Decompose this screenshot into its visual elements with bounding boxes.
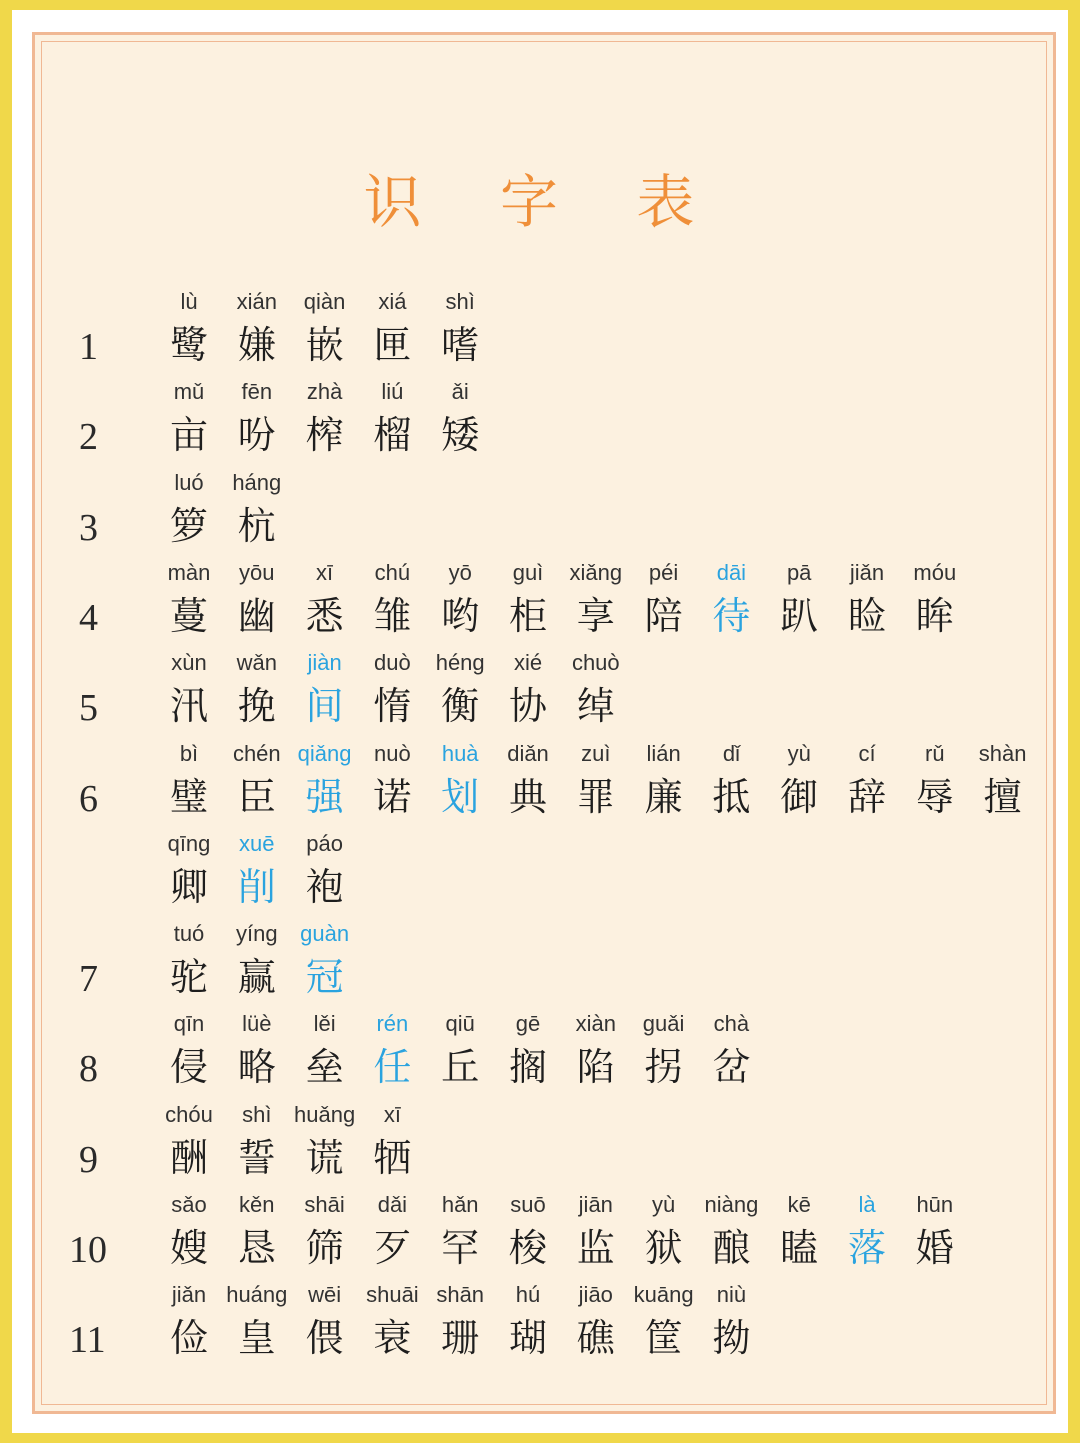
hanzi: 吩 (237, 413, 276, 458)
char-cell (562, 556, 630, 644)
lesson-number: 7 (79, 958, 98, 1001)
hanzi: 间 (305, 684, 344, 729)
hanzi: 珊 (441, 1316, 480, 1361)
char-cell (291, 1098, 359, 1186)
hanzi: 强 (305, 774, 344, 819)
hanzi: 享 (576, 593, 615, 638)
hanzi: 罕 (441, 1226, 480, 1270)
hanzi: 卿 (169, 864, 208, 909)
lesson-number: 4 (79, 596, 98, 639)
lesson-row (35, 1188, 1053, 1276)
char-cell (155, 646, 223, 734)
pinyin: xī (383, 1101, 401, 1127)
pinyin: kěn (239, 1192, 275, 1217)
hanzi: 驼 (169, 955, 208, 1000)
lesson-row (35, 917, 1053, 1005)
pinyin: shì (242, 1101, 272, 1127)
pinyin: lián (646, 740, 681, 766)
char-cell (426, 1188, 494, 1276)
pinyin: mǔ (173, 379, 205, 405)
page (12, 10, 1068, 1433)
pinyin: kē (787, 1192, 811, 1217)
pinyin: chóu (165, 1101, 213, 1127)
pinyin: qīn (173, 1011, 205, 1037)
hanzi: 辞 (847, 774, 886, 819)
lesson-number: 11 (69, 1319, 106, 1362)
hanzi: 谎 (305, 1135, 344, 1180)
hanzi: 筛 (305, 1226, 344, 1270)
pinyin: xī (316, 559, 334, 585)
pinyin: wēi (308, 1282, 342, 1308)
pinyin: jiān (578, 1192, 613, 1217)
hanzi: 柜 (508, 593, 547, 638)
hanzi: 擅 (983, 774, 1022, 819)
hanzi: 典 (508, 774, 547, 819)
pinyin: qiàn (303, 289, 346, 314)
pinyin: shuāi (366, 1282, 419, 1308)
hanzi: 惰 (373, 684, 412, 729)
hanzi: 袍 (305, 864, 344, 909)
lesson-row (35, 285, 1053, 373)
hanzi: 雏 (373, 593, 412, 638)
pinyin: chà (713, 1011, 750, 1037)
pinyin: yù (787, 740, 811, 766)
char-cell (223, 646, 291, 734)
hanzi: 睑 (847, 593, 886, 638)
hanzi: 嵌 (305, 323, 344, 367)
pinyin: hūn (916, 1192, 954, 1217)
pinyin: rǔ (925, 740, 945, 766)
pinyin: là (858, 1192, 876, 1217)
pinyin: diǎn (507, 740, 549, 766)
char-cell (291, 375, 359, 463)
hanzi: 绰 (576, 684, 615, 729)
pinyin: màn (167, 559, 211, 585)
pinyin: háng (232, 469, 282, 495)
hanzi: 陪 (644, 593, 683, 638)
hanzi: 嫂 (169, 1226, 208, 1270)
pinyin: lüè (242, 1011, 272, 1037)
char-cell (630, 1188, 698, 1276)
hanzi: 岔 (712, 1045, 751, 1090)
lesson-row (35, 737, 1053, 825)
char-cell (155, 1278, 223, 1366)
pinyin: huà (441, 740, 479, 766)
char-cell (494, 1007, 562, 1095)
pinyin: chén (232, 740, 281, 766)
char-cell (155, 1007, 223, 1095)
char-cell (426, 556, 494, 644)
hanzi: 臣 (237, 774, 276, 819)
lesson-row (35, 556, 1053, 644)
page-title: 识 字 表 (363, 168, 725, 236)
char-cell (765, 1188, 833, 1276)
char-cell (291, 1007, 359, 1095)
pinyin: xié (513, 650, 543, 676)
char-cell (562, 1188, 630, 1276)
hanzi: 鹭 (169, 323, 208, 367)
hanzi: 嫌 (237, 323, 276, 367)
pinyin: shān (436, 1282, 485, 1308)
hanzi: 垒 (305, 1045, 344, 1090)
pinyin: guàn (300, 921, 350, 947)
char-cell (426, 1278, 494, 1366)
char-cell (223, 375, 291, 463)
char-cell (697, 737, 765, 825)
pinyin: shāi (304, 1192, 345, 1217)
pinyin: xiá (378, 289, 407, 314)
char-cell (223, 556, 291, 644)
lesson-number: 6 (79, 777, 98, 820)
hanzi: 誓 (237, 1135, 276, 1180)
pinyin: lěi (313, 1011, 336, 1037)
pinyin: yō (448, 559, 472, 585)
hanzi: 眸 (915, 593, 954, 638)
char-cell (426, 646, 494, 734)
pinyin: hú (515, 1282, 541, 1308)
hanzi: 拗 (712, 1316, 751, 1361)
pinyin: xùn (171, 650, 207, 676)
pinyin: xiǎng (569, 559, 623, 585)
char-cell (630, 737, 698, 825)
char-cell (223, 1098, 291, 1186)
char-cell (291, 737, 359, 825)
hanzi: 榨 (305, 413, 344, 458)
hanzi: 削 (237, 864, 276, 909)
pinyin: guǎi (642, 1011, 685, 1037)
char-cell (155, 375, 223, 463)
char-cell (426, 375, 494, 463)
pinyin: gē (515, 1011, 541, 1037)
char-cell (358, 1098, 426, 1186)
hanzi: 瑚 (508, 1316, 547, 1361)
char-cell (223, 737, 291, 825)
hanzi: 辱 (915, 774, 954, 819)
lesson-row (35, 827, 1053, 915)
char-cell (291, 1278, 359, 1366)
char-cell (155, 917, 223, 1005)
char-cell (494, 1188, 562, 1276)
char-cell (155, 556, 223, 644)
char-cell (358, 375, 426, 463)
char-cell (291, 646, 359, 734)
pinyin: luó (174, 469, 204, 495)
char-cell (358, 285, 426, 373)
char-cell (291, 285, 359, 373)
char-cell (426, 737, 494, 825)
pinyin: niàng (704, 1192, 759, 1217)
pinyin: jiàn (307, 650, 342, 676)
hanzi: 璧 (169, 774, 208, 819)
char-cell (969, 737, 1037, 825)
sheet (32, 32, 1056, 1414)
pinyin: móu (913, 559, 957, 585)
hanzi: 衡 (441, 684, 480, 729)
char-cell (358, 646, 426, 734)
char-cell (155, 1188, 223, 1276)
hanzi: 狱 (644, 1226, 683, 1270)
hanzi: 哟 (441, 593, 480, 638)
char-cell (562, 646, 630, 734)
hanzi: 箩 (169, 503, 208, 548)
hanzi: 皇 (237, 1316, 276, 1361)
lesson-number: 9 (79, 1138, 98, 1181)
char-cell (223, 1188, 291, 1276)
hanzi: 落 (847, 1226, 886, 1270)
hanzi: 待 (712, 593, 751, 638)
pinyin: tuó (173, 921, 205, 947)
char-cell (426, 285, 494, 373)
char-cell (155, 1098, 223, 1186)
char-cell (291, 1188, 359, 1276)
lesson-number: 10 (69, 1229, 107, 1271)
pinyin: sǎo (171, 1192, 207, 1217)
pinyin: nuò (374, 740, 411, 766)
pinyin: qīng (167, 830, 211, 856)
lesson-row (35, 375, 1053, 463)
char-cell (765, 737, 833, 825)
hanzi: 礁 (576, 1316, 615, 1361)
pinyin: chú (374, 559, 411, 585)
pinyin: dǐ (722, 740, 740, 766)
pinyin: héng (435, 650, 485, 676)
hanzi: 赢 (237, 955, 276, 1000)
pinyin: jiǎn (171, 1282, 207, 1308)
pinyin: pā (786, 559, 812, 585)
hanzi: 酿 (712, 1226, 751, 1270)
char-cell (562, 1007, 630, 1095)
pinyin: rén (376, 1011, 409, 1037)
hanzi: 汛 (169, 684, 208, 729)
pinyin: zuì (581, 740, 611, 766)
hanzi: 酬 (169, 1135, 208, 1180)
pinyin: lù (180, 289, 198, 314)
char-cell (494, 556, 562, 644)
pinyin: duò (374, 650, 411, 676)
pinyin: niù (716, 1282, 747, 1308)
char-cell (358, 1188, 426, 1276)
hanzi: 婚 (915, 1226, 954, 1270)
char-cell (901, 1188, 969, 1276)
pinyin: xuē (239, 830, 275, 856)
char-cell (901, 556, 969, 644)
char-cell (223, 285, 291, 373)
pinyin: ǎi (451, 379, 469, 405)
char-cell (358, 1007, 426, 1095)
lesson-row (35, 1007, 1053, 1095)
pinyin: qiū (445, 1011, 475, 1037)
hanzi: 亩 (169, 413, 208, 458)
hanzi: 陷 (576, 1045, 615, 1090)
pinyin: jiāo (578, 1282, 613, 1308)
char-cell (155, 827, 223, 915)
hanzi: 悉 (305, 593, 344, 638)
pinyin: bì (179, 740, 199, 766)
pinyin: dāi (716, 559, 747, 585)
hanzi: 任 (373, 1045, 412, 1090)
hanzi: 划 (441, 774, 480, 819)
hanzi: 略 (237, 1045, 276, 1090)
hanzi: 俭 (169, 1316, 208, 1361)
hanzi: 榴 (373, 413, 412, 458)
pinyin: hǎn (441, 1192, 479, 1217)
char-cell (630, 556, 698, 644)
char-cell (697, 1278, 765, 1366)
hanzi: 廉 (644, 774, 683, 819)
lesson-row (35, 646, 1053, 734)
pinyin: guì (512, 559, 544, 585)
char-cell (358, 737, 426, 825)
pinyin: yù (651, 1192, 676, 1217)
lesson-row (35, 466, 1053, 554)
lesson-number: 1 (79, 326, 98, 368)
hanzi: 拐 (644, 1045, 683, 1090)
hanzi: 杭 (237, 503, 276, 548)
hanzi: 衰 (373, 1316, 412, 1361)
char-cell (833, 556, 901, 644)
char-cell (155, 466, 223, 554)
hanzi: 幽 (237, 593, 276, 638)
pinyin: qiǎng (297, 740, 352, 766)
lesson-number: 8 (79, 1048, 98, 1091)
lesson-row (35, 1098, 1053, 1186)
char-cell (494, 737, 562, 825)
hanzi: 矮 (441, 413, 480, 458)
char-cell (494, 1278, 562, 1366)
pinyin: fēn (241, 379, 273, 405)
hanzi: 偎 (305, 1316, 344, 1361)
pinyin: liú (381, 379, 404, 405)
char-cell (697, 1188, 765, 1276)
char-cell (223, 917, 291, 1005)
char-cell (291, 556, 359, 644)
char-cell (358, 556, 426, 644)
lesson-number: 5 (79, 687, 98, 730)
hanzi: 嗜 (441, 323, 480, 367)
hanzi: 冠 (305, 955, 344, 1000)
pinyin: dǎi (377, 1192, 408, 1217)
pinyin: yōu (239, 559, 275, 585)
pinyin: jiǎn (849, 559, 885, 585)
hanzi: 梭 (508, 1226, 547, 1270)
char-cell (765, 556, 833, 644)
hanzi: 诺 (373, 774, 412, 819)
lesson-row (35, 1278, 1053, 1366)
hanzi: 监 (576, 1226, 615, 1270)
pinyin: zhà (306, 379, 343, 405)
char-cell (697, 556, 765, 644)
hanzi: 丘 (441, 1045, 480, 1090)
hanzi: 匣 (373, 323, 412, 367)
char-cell (901, 737, 969, 825)
lesson-number: 2 (79, 416, 98, 459)
char-cell (223, 1278, 291, 1366)
pinyin: cí (858, 740, 876, 766)
hanzi: 牺 (373, 1135, 412, 1180)
pinyin: shì (445, 289, 475, 314)
hanzi: 抵 (712, 774, 751, 819)
char-cell (223, 466, 291, 554)
pinyin: suō (510, 1192, 546, 1217)
char-cell (494, 646, 562, 734)
pinyin: páo (306, 830, 343, 856)
char-cell (155, 737, 223, 825)
char-cell (223, 827, 291, 915)
pinyin: chuò (571, 650, 620, 676)
hanzi: 侵 (169, 1045, 208, 1090)
char-cell (426, 1007, 494, 1095)
char-cell (630, 1007, 698, 1095)
hanzi: 挽 (237, 684, 276, 729)
pinyin: xián (236, 289, 277, 314)
hanzi: 协 (508, 684, 547, 729)
char-cell (155, 285, 223, 373)
pinyin: péi (648, 559, 679, 585)
hanzi: 罪 (576, 774, 615, 819)
char-cell (630, 1278, 698, 1366)
pinyin: yíng (236, 921, 278, 947)
hanzi: 蔓 (169, 593, 208, 638)
char-cell (291, 827, 359, 915)
char-cell (562, 737, 630, 825)
char-cell (223, 1007, 291, 1095)
char-cell (291, 917, 359, 1005)
hanzi: 瞌 (780, 1226, 819, 1270)
hanzi: 筐 (644, 1316, 683, 1361)
pinyin: huǎng (294, 1101, 356, 1127)
hanzi: 歹 (373, 1226, 412, 1270)
hanzi: 恳 (237, 1226, 276, 1270)
pinyin: shàn (978, 740, 1027, 766)
lesson-number: 3 (79, 506, 98, 549)
hanzi: 搁 (508, 1045, 547, 1090)
pinyin: wǎn (236, 650, 277, 676)
hanzi: 御 (780, 774, 819, 819)
pinyin: huáng (226, 1282, 288, 1308)
char-cell (358, 1278, 426, 1366)
char-cell (833, 1188, 901, 1276)
pinyin: xiàn (575, 1011, 616, 1037)
pinyin: kuāng (633, 1282, 694, 1308)
char-cell (833, 737, 901, 825)
char-cell (697, 1007, 765, 1095)
char-cell (562, 1278, 630, 1366)
hanzi: 趴 (780, 593, 819, 638)
